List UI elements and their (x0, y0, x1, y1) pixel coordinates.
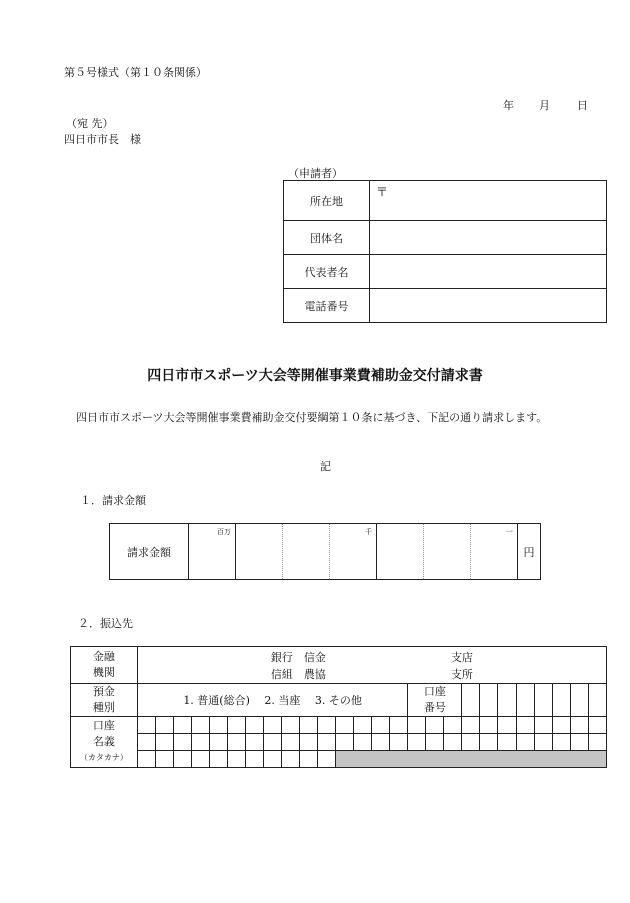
holder-box[interactable] (498, 734, 516, 751)
holder-box[interactable] (209, 717, 227, 734)
holder-box[interactable] (336, 734, 354, 751)
holder-box[interactable] (264, 734, 282, 751)
holder-box[interactable] (191, 734, 209, 751)
account-number-box[interactable] (570, 684, 588, 717)
holder-box[interactable] (246, 734, 264, 751)
holder-label-line3: （カタカナ） (79, 753, 128, 762)
address-field[interactable] (370, 181, 607, 221)
amount-digit[interactable] (189, 524, 236, 580)
phone-label: 電話番号 (284, 289, 370, 323)
applicant-table (283, 180, 607, 323)
account-number-box[interactable] (552, 684, 570, 717)
applicant-row (284, 289, 607, 323)
deposit-type-options[interactable]: 1. 普通(総合) 2. 当座 3. その他 (137, 684, 407, 717)
holder-box[interactable] (155, 734, 173, 751)
applicant-heading: （申請者） (288, 167, 343, 180)
holder-label-line1: 口座 (92, 719, 115, 732)
holder-box[interactable] (264, 751, 282, 768)
date-year: 年 (503, 99, 514, 112)
holder-box[interactable] (282, 751, 300, 768)
holder-box[interactable] (534, 734, 552, 751)
holder-box[interactable] (191, 751, 209, 768)
address-label: 所在地 (284, 181, 370, 221)
body-text: 四日市市スポーツ大会等開催事業費補助金交付要綱第１０条に基づき、下記の通り請求します。 (76, 411, 548, 424)
holder-box[interactable] (372, 717, 390, 734)
branch-line2: 支所 (450, 668, 473, 681)
holder-box[interactable] (282, 734, 300, 751)
holder-box[interactable] (426, 717, 444, 734)
holder-box[interactable] (246, 751, 264, 768)
deposit-type-label (71, 684, 138, 717)
account-number-box[interactable] (480, 684, 498, 717)
holder-box[interactable] (534, 717, 552, 734)
applicant-row (284, 255, 607, 289)
yen-label: 円 (518, 524, 541, 580)
holder-box[interactable] (516, 734, 534, 751)
holder-box[interactable] (390, 734, 408, 751)
holder-box[interactable] (390, 717, 408, 734)
holder-box[interactable] (228, 751, 246, 768)
holder-box[interactable] (173, 717, 191, 734)
account-number-label (408, 684, 462, 717)
unit-thousand: 千 (365, 528, 372, 536)
representative-field[interactable] (370, 255, 607, 289)
account-number-box[interactable] (534, 684, 552, 717)
amount-digit[interactable] (424, 524, 471, 580)
ki-mark: 記 (320, 460, 331, 473)
holder-box[interactable] (209, 734, 227, 751)
holder-box[interactable] (588, 717, 606, 734)
holder-box[interactable] (300, 717, 318, 734)
institution-field[interactable] (137, 647, 606, 684)
amount-label: 請求金額 (110, 524, 189, 580)
institution-types-line1: 銀行 信金 (270, 651, 326, 664)
holder-box[interactable] (408, 734, 426, 751)
holder-box[interactable] (137, 717, 155, 734)
account-holder-label (71, 717, 138, 768)
institution-label (71, 647, 138, 684)
amount-digit[interactable] (236, 524, 283, 580)
holder-box[interactable] (444, 734, 462, 751)
amount-digit[interactable] (330, 524, 377, 580)
account-number-box[interactable] (462, 684, 480, 717)
holder-box[interactable] (354, 734, 372, 751)
unit-one: 一 (506, 528, 513, 536)
holder-box[interactable] (155, 717, 173, 734)
addressee-name: 四日市市長 様 (64, 133, 141, 146)
account-label-line2: 番号 (423, 701, 446, 714)
holder-box[interactable] (444, 717, 462, 734)
holder-box[interactable] (426, 734, 444, 751)
holder-box[interactable] (318, 734, 336, 751)
holder-box[interactable] (264, 717, 282, 734)
applicant-row (284, 181, 607, 221)
holder-box[interactable] (408, 717, 426, 734)
representative-label: 代表者名 (284, 255, 370, 289)
shaded-area (336, 751, 607, 768)
holder-box[interactable] (155, 751, 173, 768)
form-number: 第５号様式（第１０条関係） (64, 66, 207, 79)
account-number-box[interactable] (516, 684, 534, 717)
amount-digit[interactable] (471, 524, 518, 580)
holder-box[interactable] (498, 717, 516, 734)
phone-field[interactable] (370, 289, 607, 323)
holder-box[interactable] (480, 717, 498, 734)
deposit-label-line2: 種別 (92, 701, 115, 714)
amount-table (109, 523, 541, 580)
amount-digit[interactable] (377, 524, 424, 580)
account-number-box[interactable] (498, 684, 516, 717)
section1-heading: １．請求金額 (80, 494, 146, 507)
holder-box[interactable] (462, 734, 480, 751)
unit-million: 百万 (217, 528, 231, 536)
holder-box[interactable] (228, 734, 246, 751)
account-label-line1: 口座 (423, 685, 446, 698)
organization-label: 団体名 (284, 221, 370, 255)
holder-box[interactable] (570, 717, 588, 734)
date-day: 日 (577, 99, 588, 112)
institution-label-line1: 金融 (92, 650, 115, 663)
holder-box[interactable] (552, 734, 570, 751)
holder-box[interactable] (462, 717, 480, 734)
holder-box[interactable] (552, 717, 570, 734)
holder-box[interactable] (246, 717, 264, 734)
holder-box[interactable] (300, 734, 318, 751)
holder-box[interactable] (137, 734, 155, 751)
holder-box[interactable] (282, 717, 300, 734)
institution-types-line2: 信組 農協 (270, 668, 326, 681)
applicant-row (284, 221, 607, 255)
holder-box[interactable] (318, 751, 336, 768)
organization-field[interactable] (370, 221, 607, 255)
holder-box[interactable] (228, 717, 246, 734)
holder-box[interactable] (191, 717, 209, 734)
deposit-label-line1: 預金 (92, 685, 115, 698)
document-title: 四日市市スポーツ大会等開催事業費補助金交付請求書 (147, 368, 483, 384)
holder-box[interactable] (173, 734, 191, 751)
holder-box[interactable] (516, 717, 534, 734)
holder-box[interactable] (173, 751, 191, 768)
branch-line1: 支店 (450, 651, 473, 664)
holder-box[interactable] (372, 734, 390, 751)
section2-heading: ２．振込先 (78, 617, 133, 630)
holder-box[interactable] (300, 751, 318, 768)
institution-label-line2: 機関 (92, 666, 115, 679)
date-month: 月 (539, 99, 550, 112)
postal-mark: 〒 (376, 185, 389, 199)
holder-box[interactable] (480, 734, 498, 751)
holder-box[interactable] (354, 717, 372, 734)
addressee-label: （宛 先） (66, 117, 114, 130)
holder-box[interactable] (336, 717, 354, 734)
holder-box[interactable] (588, 734, 606, 751)
holder-box[interactable] (209, 751, 227, 768)
amount-digit[interactable] (283, 524, 330, 580)
account-number-box[interactable] (588, 684, 606, 717)
bank-table (70, 646, 607, 768)
holder-box[interactable] (137, 751, 155, 768)
holder-box[interactable] (318, 717, 336, 734)
holder-label-line2: 名義 (92, 735, 115, 748)
holder-box[interactable] (570, 734, 588, 751)
